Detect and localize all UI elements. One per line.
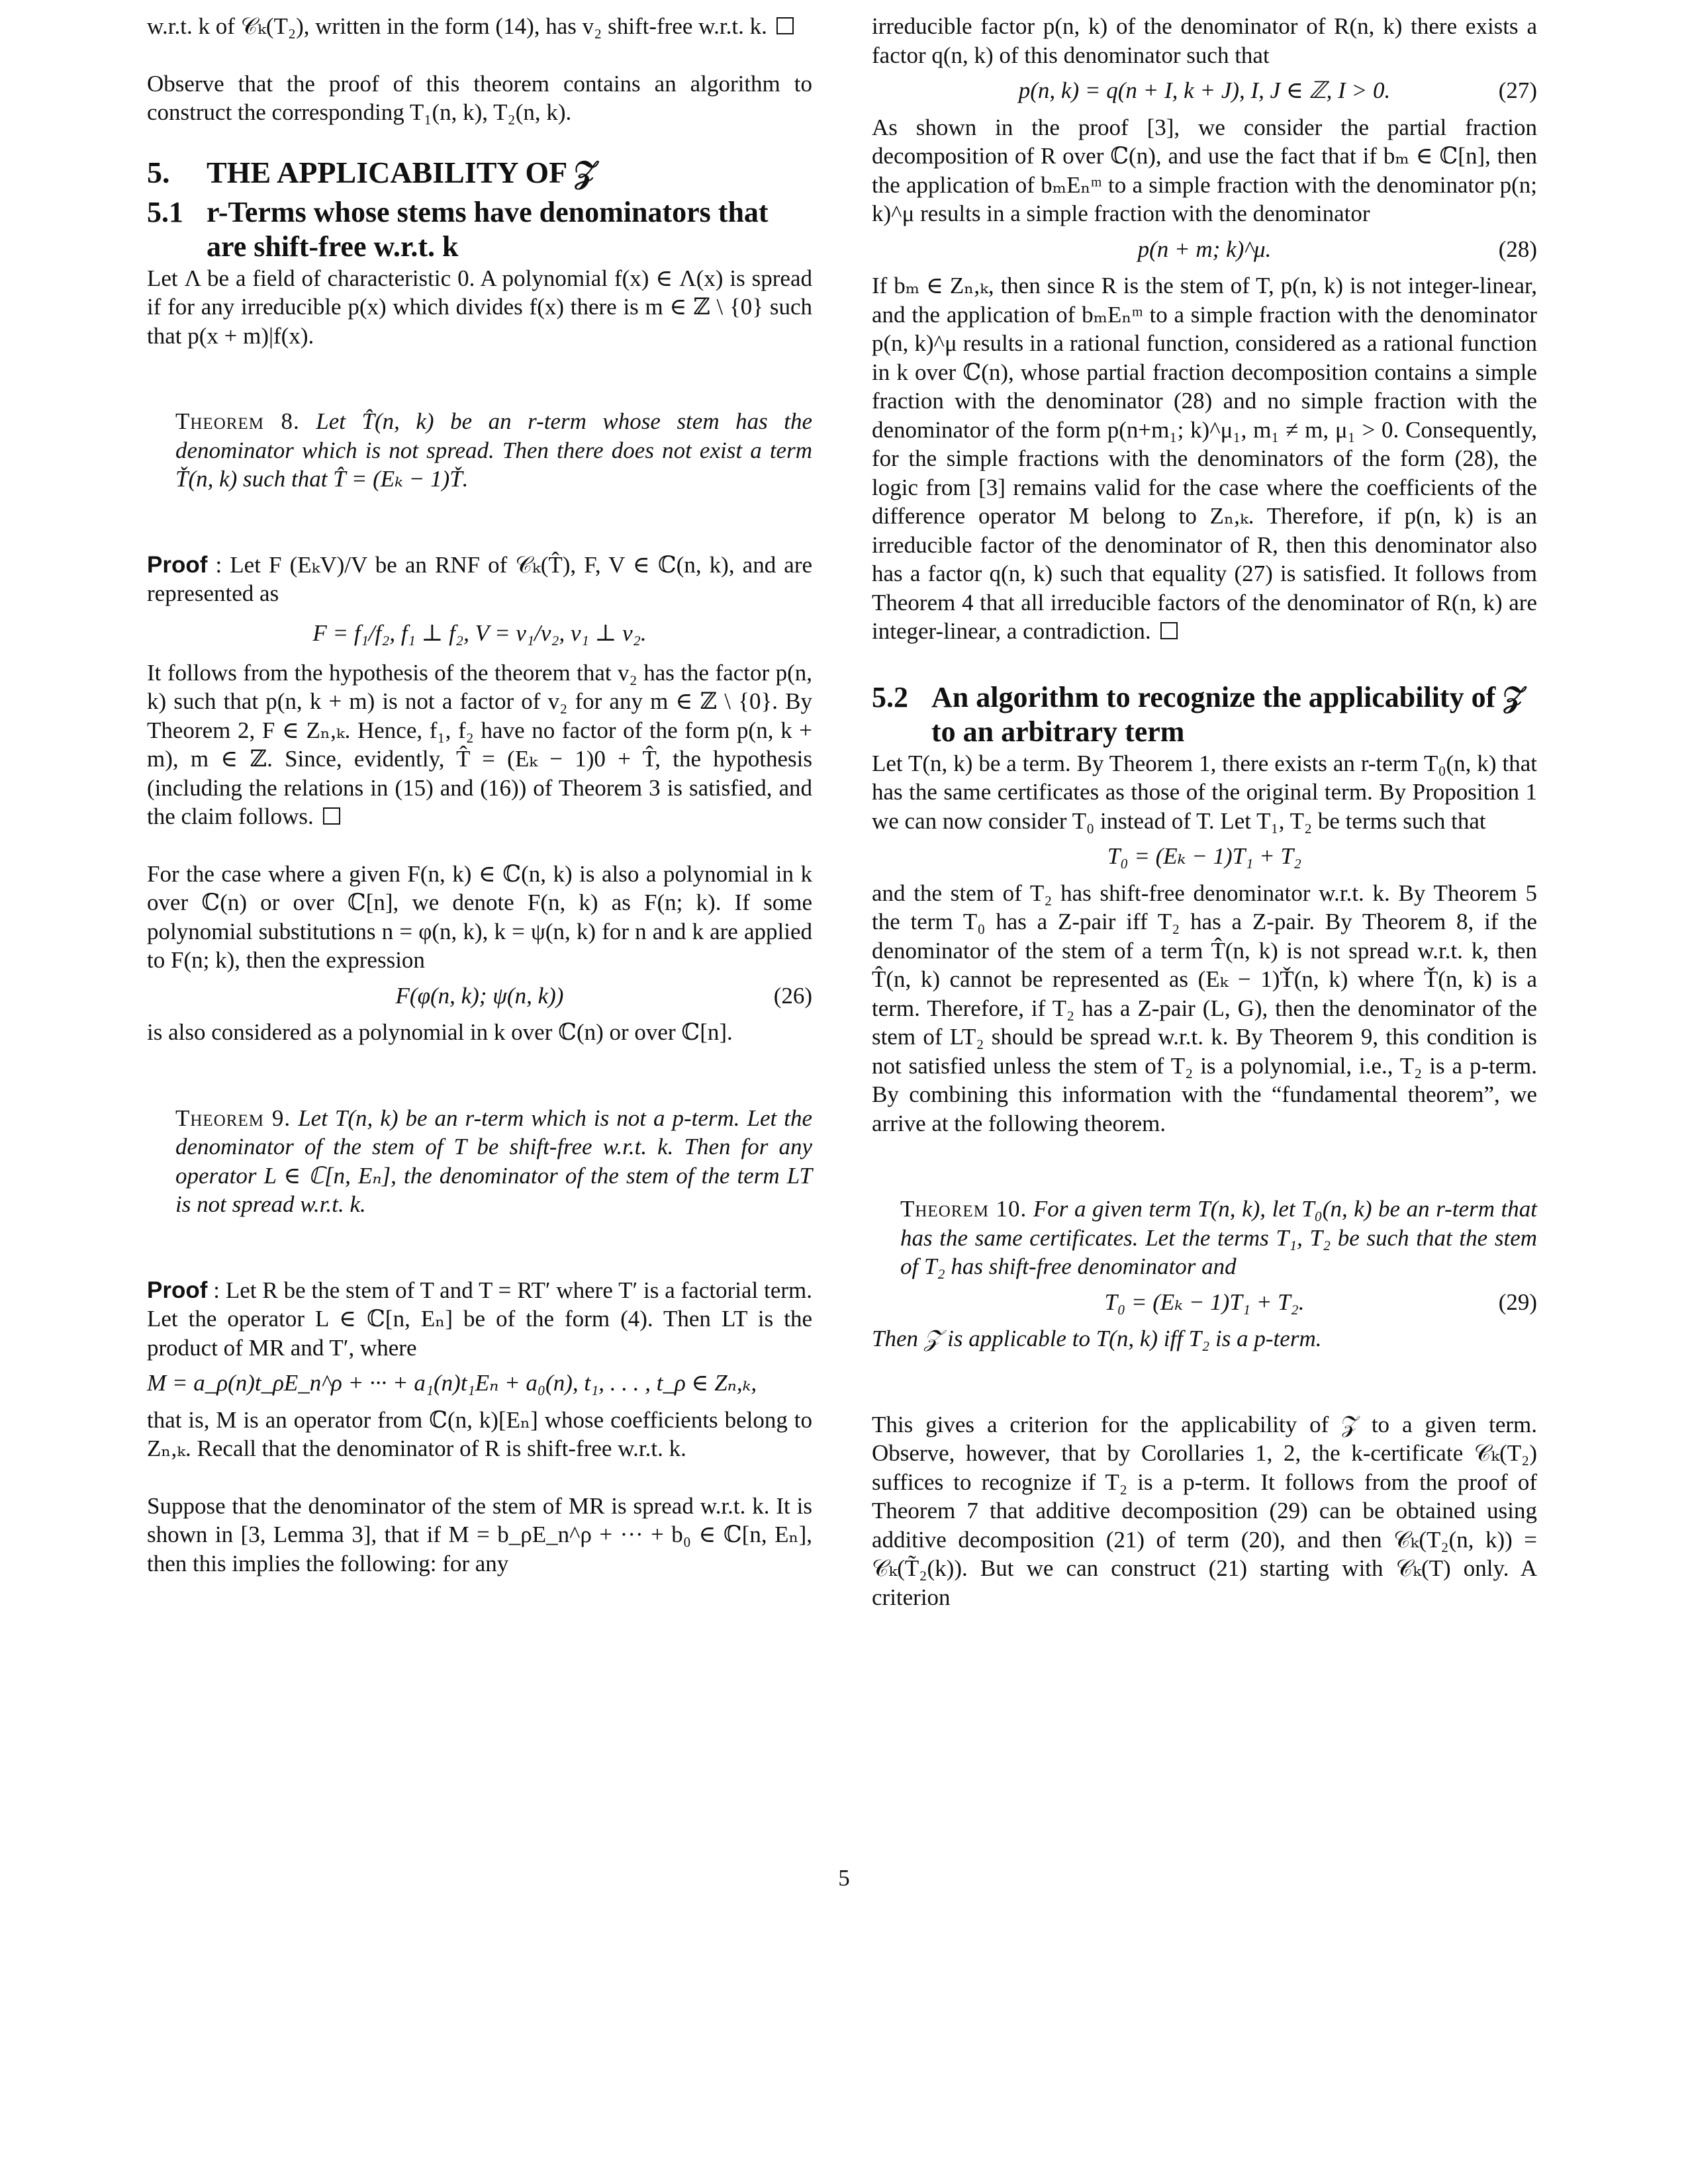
equation-29 [872,1288,1537,1317]
paragraph-polynomial-case: For the case where a given F(n, k) ∈ ℂ(n, k) is also a polynomial in k over ℂ(n) or over ℂ[n], we denote F(n, k) as F(n; k). If some polynomial substitutions n = φ(n, k), k = ψ(n, k) for n and k are applied to F(n; k), then the expression [147,860,812,973]
theorem-10-conclusion: Then 𝒵 is applicable to T(n, k) iff T₂ is a p-term. [872,1326,1322,1351]
equation-f-v: F = f₁/f₂, f₁ ⊥ f₂, V = v₁/v₂, v₁ ⊥ v₂. [312,619,647,646]
proof-theorem-8: Proof : Let F (EₖV)/V be an RNF of 𝒞ₖ(T̂), F, V ∈ ℂ(n, k), and are represented as [147,551,813,606]
paragraph-partial-fraction: As shown in the proof [3], we consider the partial fraction decomposition of R over ℂ(n), and use the fact that if bₘ ∈ ℂ[n], then the application of bₘEₙᵐ to a simple fraction with the denominator p(n; k)^μ results in a simple fraction with the denominator [872,114,1537,226]
proof-theorem-9: Proof : Let R be the stem of T and T = RT′ where T′ is a factorial term. Let the operator L ∈ ℂ[n, Eₙ] be of the form (4). Then LT is the product of MR and T′, where [147,1277,812,1361]
equation-26-number: (26) [773,982,812,1009]
subsection-number: 5.2 [872,680,908,713]
qed-symbol [776,17,794,34]
proof-label: Proof [147,551,208,578]
paragraph-also-considered: is also considered as a polynomial in k over ℂ(n) or over ℂ[n]. [147,1019,733,1045]
equation-27 [872,76,1537,105]
qed-symbol [323,807,340,825]
proof-theorem-8-continued: It follows from the hypothesis of the theorem that v₂ has the factor p(n, k) such that p(n, k + m) is not a factor of v₂ for any m ∈ ℤ \ {0}. By Theorem 2, F ∈ Zₙ,ₖ. Hence, f₁, f₂ have no factor of the form p(n, k + m), m ∈ ℤ. Since, evidently, T̂ = (Eₖ − 1)0 + T̂, the hypothesis (including the relations in (15) and (16)) of Theorem 3 is satisfied, and the claim follows. [147,659,812,829]
theorem-label: Theorem 8. [175,408,300,434]
subsection-5-2-heading [872,680,1537,749]
paragraph-let-term: Let T(n, k) be a term. By Theorem 1, there exists an r-term T₀(n, k) that has the same certificates as those of the original term. By Proposition 1 we can now consider T₀ instead of T. Let T₁, T₂ be terms such that [872,750,1537,834]
qed-symbol [1160,622,1178,639]
equation-27-number: (27) [1498,77,1537,103]
subsection-title: r-Terms whose stems have denominators that are shift-free w.r.t. k [207,195,769,263]
section-5-heading [147,156,812,190]
subsection-5-1-heading [147,195,812,264]
theorem-10: Theorem 10. For a given term T(n, k), let T₀(n, k) be an r-term that has the same certificates. Let the terms T₁, T₂ be such that the stem of T₂ has shift-free denominator and [900,1196,1538,1279]
proof-label: Proof [147,1277,208,1303]
section-title: THE APPLICABILITY OF 𝒵 [207,155,598,189]
equation-28 [872,235,1537,264]
page-number: 5 [838,1865,850,1891]
paragraph-observe: Observe that the proof of this theorem contains an algorithm to construct the corresponding T₁(n, k), T₂(n, k). [147,70,812,125]
paragraph-criterion: This gives a criterion for the applicability of 𝒵 to a given term. Observe, however, that by Corollaries 1, 2, the k-certificate 𝒞ₖ(T₂) suffices to recognize if T₂ is a p-term. It follows from the proof of Theorem 7 that additive decomposition (29) can be obtained using additive decomposition (21) of term (20), and then 𝒞ₖ(T₂(n, k)) = 𝒞ₖ(T̃₂(k)). But we can construct (21) starting with 𝒞ₖ(T) only. A criterion [872,1411,1537,1610]
section-number: 5. [147,155,170,189]
equation-28-body: p(n + m; k)^μ. [1137,236,1272,262]
subsection-number: 5.1 [147,195,183,228]
equation-29-number: (29) [1498,1289,1537,1315]
paragraph-stem-shift-free: and the stem of T₂ has shift-free denominator w.r.t. k. By Theorem 5 the term T₀ has a Z-pair iff T₂ has a Z-pair. By Theorem 8, if the denominator of the stem of a term T̂(n, k) is not spread w.r.t. k, then T̂(n, k) cannot be represented as (Eₖ − 1)Ť(n, k) where Ť(n, k) is a term. Therefore, if T₂ has a Z-pair (L, G), then the denominator of the stem of LT₂ should be spread w.r.t. k. By Theorem 9, this condition is not satisfied unless the stem of T₂ is a polynomial, i.e., T₂ is a p-term. By combining this information with the “fundamental theorem”, we arrive at the following theorem. [872,880,1537,1136]
paragraph-suppose: Suppose that the denominator of the stem of MR is spread w.r.t. k. It is shown in [3, Lemma 3], that if M = b_ρE_n^ρ + ··· + b₀ ∈ ℂ[n, Eₙ], then this implies the following: for any [147,1492,812,1576]
equation-28-number: (28) [1498,236,1537,262]
theorem-label: Theorem 9. [175,1105,291,1131]
paragraph-irreducible-factor: irreducible factor p(n, k) of the denominator of R(n, k) there exists a factor q(n, k) of this denominator such that [872,13,1537,68]
paragraph-theorem7-end: w.r.t. k of 𝒞ₖ(T₂), written in the form (14), has v₂ shift-free w.r.t. k. [147,12,812,41]
paragraph-operator-m: that is, M is an operator from ℂ(n, k)[Eₙ] whose coefficients belong to Zₙ,ₖ. Recall that the denominator of R is shift-free w.r.t. k. [147,1406,812,1461]
paragraph-spread-definition: Let Λ be a field of characteristic 0. A polynomial f(x) ∈ Λ(x) is spread if for any irreducible p(x) which divides f(x) there is m ∈ ℤ \ {0} such that p(x + m)|f(x). [147,265,812,349]
equation-t0: T₀ = (Eₖ − 1)T₁ + T₂ [1107,843,1302,869]
equation-26 [147,981,812,1011]
equation-operator-m: M = a_ρ(n)t_ρE_n^ρ + ··· + a₁(n)t₁Eₙ + a₀(n), t₁, . . . , t_ρ ∈ Zₙ,ₖ, [147,1370,757,1396]
subsection-title: An algorithm to recognize the applicability of 𝒵 to an arbitrary term [931,680,1525,748]
theorem-8: Theorem 8. Let T̂(n, k) be an r-term whose stem has the denominator which is not spread. Then there does not exist a term Ť(n, k) such that T̂ = (Eₖ − 1)Ť. [175,408,813,492]
equation-29-body: T₀ = (Eₖ − 1)T₁ + T₂. [1104,1289,1305,1315]
left-column [147,12,812,1578]
equation-26-body: F(φ(n, k); ψ(n, k)) [395,982,564,1009]
paragraph-if-bm: If bₘ ∈ Zₙ,ₖ, then since R is the stem of T, p(n, k) is not integer-linear, and the application of bₘEₙᵐ to a simple fraction with the denominator p(n, k)^μ results in a rational function, considered as a rational function in k over ℂ(n), whose partial fraction decomposition contains a simple fraction with the denominator (28) and no simple fraction with the denominator of the form p(n+m₁; k)^μ₁, m₁ ≠ m, μ₁ > 0. Consequently, for the simple fractions with the denominators of the form (28), the logic from [3] remains valid for the case where the coefficients of the difference operator M belong to Zₙ,ₖ. Therefore, if p(n, k) is an irreducible factor of the denominator of R, then this denominator also has a factor q(n, k) such that equality (27) is satisfied. It follows from Theorem 4 that all irreducible factors of the denominator of R(n, k) are integer-linear, a contradiction. [872,273,1537,644]
theorem-label: Theorem 10. [900,1196,1027,1222]
right-column [872,12,1537,1612]
theorem-9: Theorem 9. Let T(n, k) be an r-term which is not a p-term. Let the denominator of the stem of T be shift-free w.r.t. k. Then for any operator L ∈ ℂ[n, Eₙ], the denominator of the stem of the term LT is not spread w.r.t. k. [175,1105,813,1217]
equation-27-body: p(n, k) = q(n + I, k + J), I, J ∈ ℤ, I > 0. [1018,77,1391,103]
